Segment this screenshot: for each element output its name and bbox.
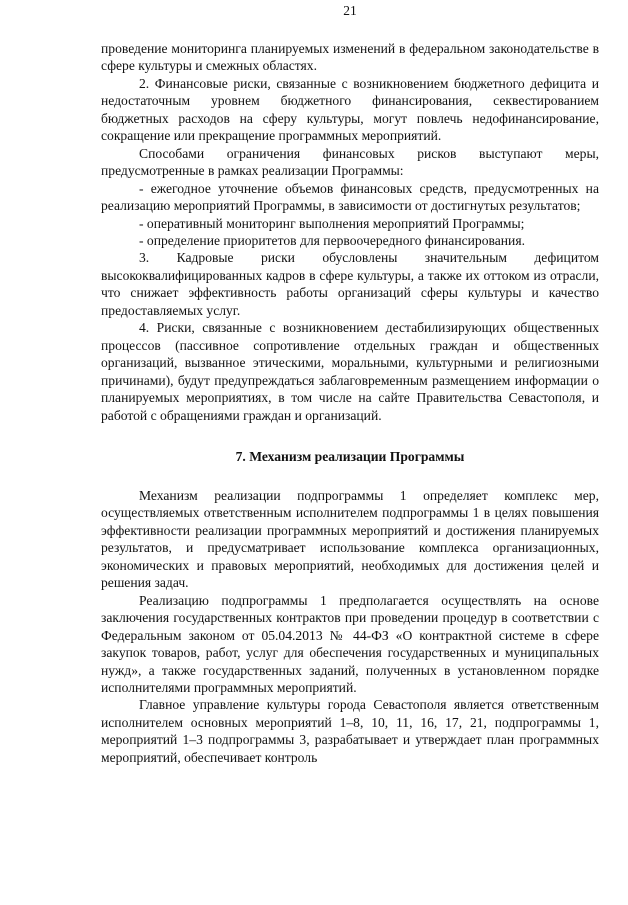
section-after xyxy=(101,487,599,766)
paragraph: 2. Финансовые риски, связанные с возникновением бюджетного дефицита и недостаточным уровнем бюджетного финансирования, секвестированием бюджетных расходов на сферу культуры, могут повлечь недофинансирование, сокращение или прекращение программных мероприятий. xyxy=(101,75,599,144)
paragraph: 4. Риски, связанные с возникновением дестабилизирующих общественных процессов (пассивное сопротивление отдельных граждан и общественных организаций, вызванное этическими, моральными, культурными и религиозными причинами), будут предупреждаться заблаговременным размещением информации о планируемых мероприятиях, в том числе на сайте Правительства Севастополя, и работой с обращениями граждан и организаций. xyxy=(101,320,599,423)
paragraph: проведение мониторинга планируемых изменений в федеральном законодательстве в сфере культуры и смежных областях. xyxy=(101,41,599,74)
paragraph: Реализацию подпрограммы 1 предполагается осуществлять на основе заключения государственных контрактов при проведении процедур в соответствии с Федеральным законом от 05.04.2013 № 44-ФЗ «О контрактной системе в сфере закупок товаров, работ, услуг для обеспечения государственных и муниципальных нужд», а также государственных заданий, полученных в установленном порядке исполнителями программных мероприятий. xyxy=(101,592,599,695)
body-text xyxy=(101,40,599,766)
paragraph: Главное управление культуры города Севастополя является ответственным исполнителем основных мероприятий 1–8, 10, 11, 16, 17, 21, подпрограммы 1, мероприятий 1–3 подпрограммы 3, разрабатывает и утверждает план программных мероприятий, обеспечивает контроль xyxy=(101,697,599,765)
section-heading: 7. Механизм реализации Программы xyxy=(235,448,465,464)
section-before xyxy=(101,40,599,424)
document-page xyxy=(101,0,599,905)
paragraph: - оперативный мониторинг выполнения мероприятий Программы; xyxy=(139,215,525,231)
paragraph: - ежегодное уточнение объемов финансовых средств, предусмотренных на реализацию мероприятий Программы, в зависимости от достигнутых результатов; xyxy=(101,180,599,214)
paragraph: 3. Кадровые риски обусловлены значительным дефицитом высококвалифицированных кадров в сфере культуры, а также их оттоком из отрасли, что снижает эффективность работы организаций сферы культуры и качество предоставляемых услуг. xyxy=(101,250,599,318)
paragraph: - определение приоритетов для первоочередного финансирования. xyxy=(139,232,525,248)
paragraph: Механизм реализации подпрограммы 1 определяет комплекс мер, осуществляемых ответственным исполнителем подпрограммы 1 в целях повышения эффективности реализации программных мероприятий и достижения планируемых результатов, и предусматривает использование комплекса организационных, экономических и правовых мероприятий, необходимых для достижения целей и решения задач. xyxy=(101,487,599,591)
page-number: 21 xyxy=(343,3,357,18)
paragraph: Способами ограничения финансовых рисков выступают меры, предусмотренные в рамках реализации Программы: xyxy=(101,145,599,179)
